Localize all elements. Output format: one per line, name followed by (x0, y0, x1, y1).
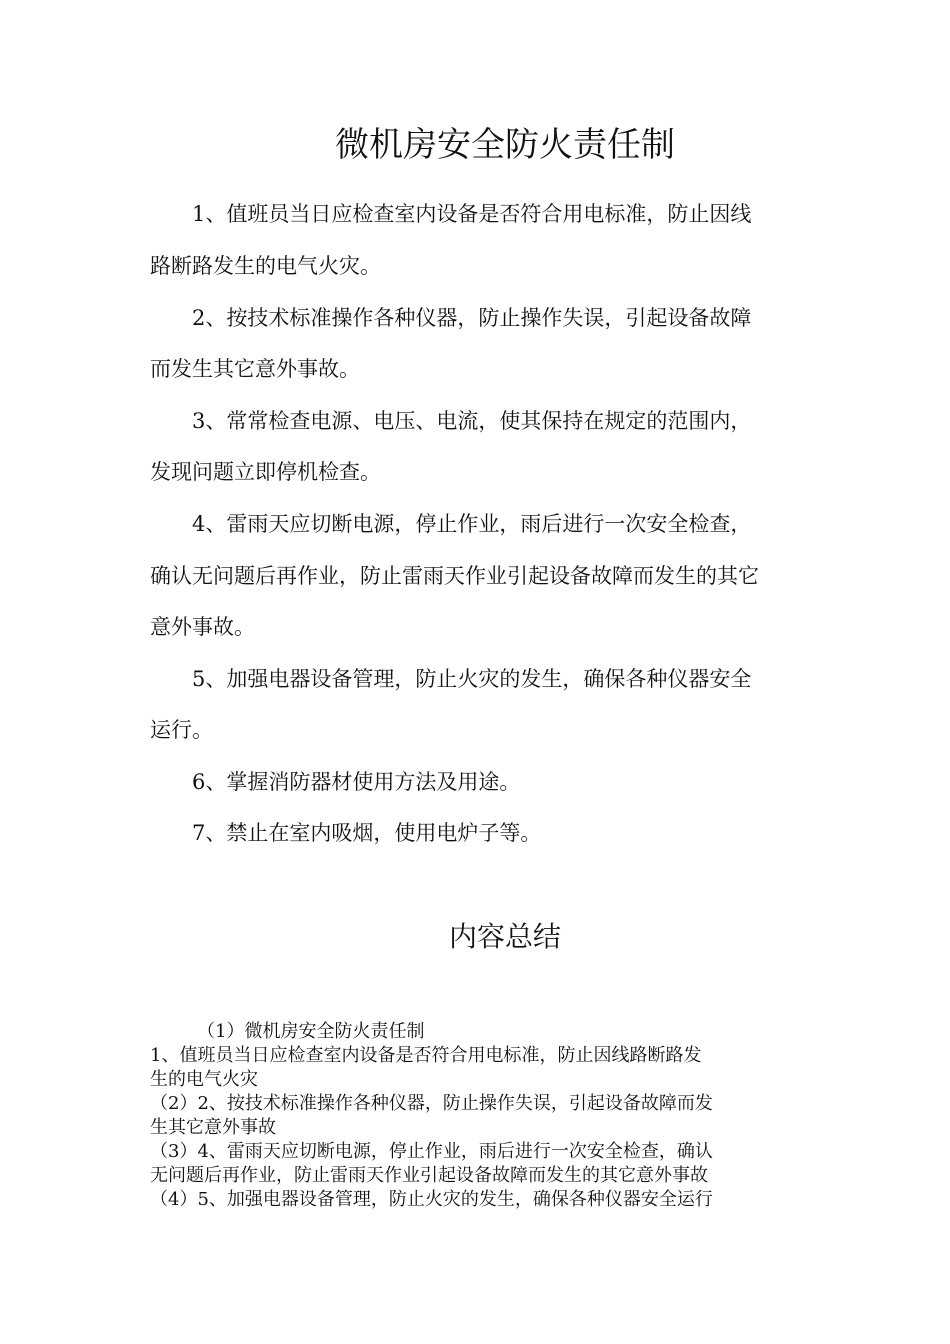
summary-line-8: （4）5、加强电器设备管理，防止火灾的发生，确保各种仪器安全运行 (150, 1189, 713, 1210)
rule-3-line-1: 3、常常检查电源、电压、电流，使其保持在规定的范围内， (192, 409, 752, 433)
summary-line-6: （3）4、雷雨天应切断电源，停止作业，雨后进行一次安全检查，确认 (150, 1141, 713, 1162)
rule-2-line-1: 2、按技术标准操作各种仪器，防止操作失误，引起设备故障 (192, 306, 752, 330)
rule-5-line-1: 5、加强电器设备管理，防止火灾的发生，确保各种仪器安全 (192, 667, 752, 691)
rule-1-line-2: 路断路发生的电气火灾。 (150, 254, 381, 278)
rule-5-line-2: 运行。 (150, 718, 213, 742)
rule-4-line-3: 意外事故。 (150, 615, 255, 639)
document-title: 微机房安全防火责任制 (335, 125, 675, 165)
summary-line-5: 生其它意外事故 (150, 1117, 276, 1138)
summary-line-2: 1、值班员当日应检查室内设备是否符合用电标准，防止因线路断路发 (150, 1045, 702, 1066)
summary-line-7: 无问题后再作业，防止雷雨天作业引起设备故障而发生的其它意外事故 (150, 1165, 708, 1186)
rule-3-line-2: 发现问题立即停机检查。 (150, 460, 381, 484)
summary-title: 内容总结 (448, 920, 561, 953)
rule-2-line-2: 而发生其它意外事故。 (150, 357, 360, 381)
rule-7-line-1: 7、禁止在室内吸烟，使用电炉子等。 (192, 821, 542, 845)
rule-4-line-1: 4、雷雨天应切断电源，停止作业，雨后进行一次安全检查， (192, 512, 752, 536)
summary-line-3: 生的电气火灾 (150, 1069, 258, 1090)
summary-line-1: （1）微机房安全防火责任制 (197, 1021, 425, 1042)
rule-6-line-1: 6、掌握消防器材使用方法及用途。 (192, 770, 521, 794)
rule-1-line-1: 1、值班员当日应检查室内设备是否符合用电标准，防止因线 (192, 202, 752, 226)
summary-line-4: （2）2、按技术标准操作各种仪器，防止操作失误，引起设备故障而发 (150, 1093, 713, 1114)
rule-4-line-2: 确认无问题后再作业，防止雷雨天作业引起设备故障而发生的其它 (150, 564, 759, 588)
